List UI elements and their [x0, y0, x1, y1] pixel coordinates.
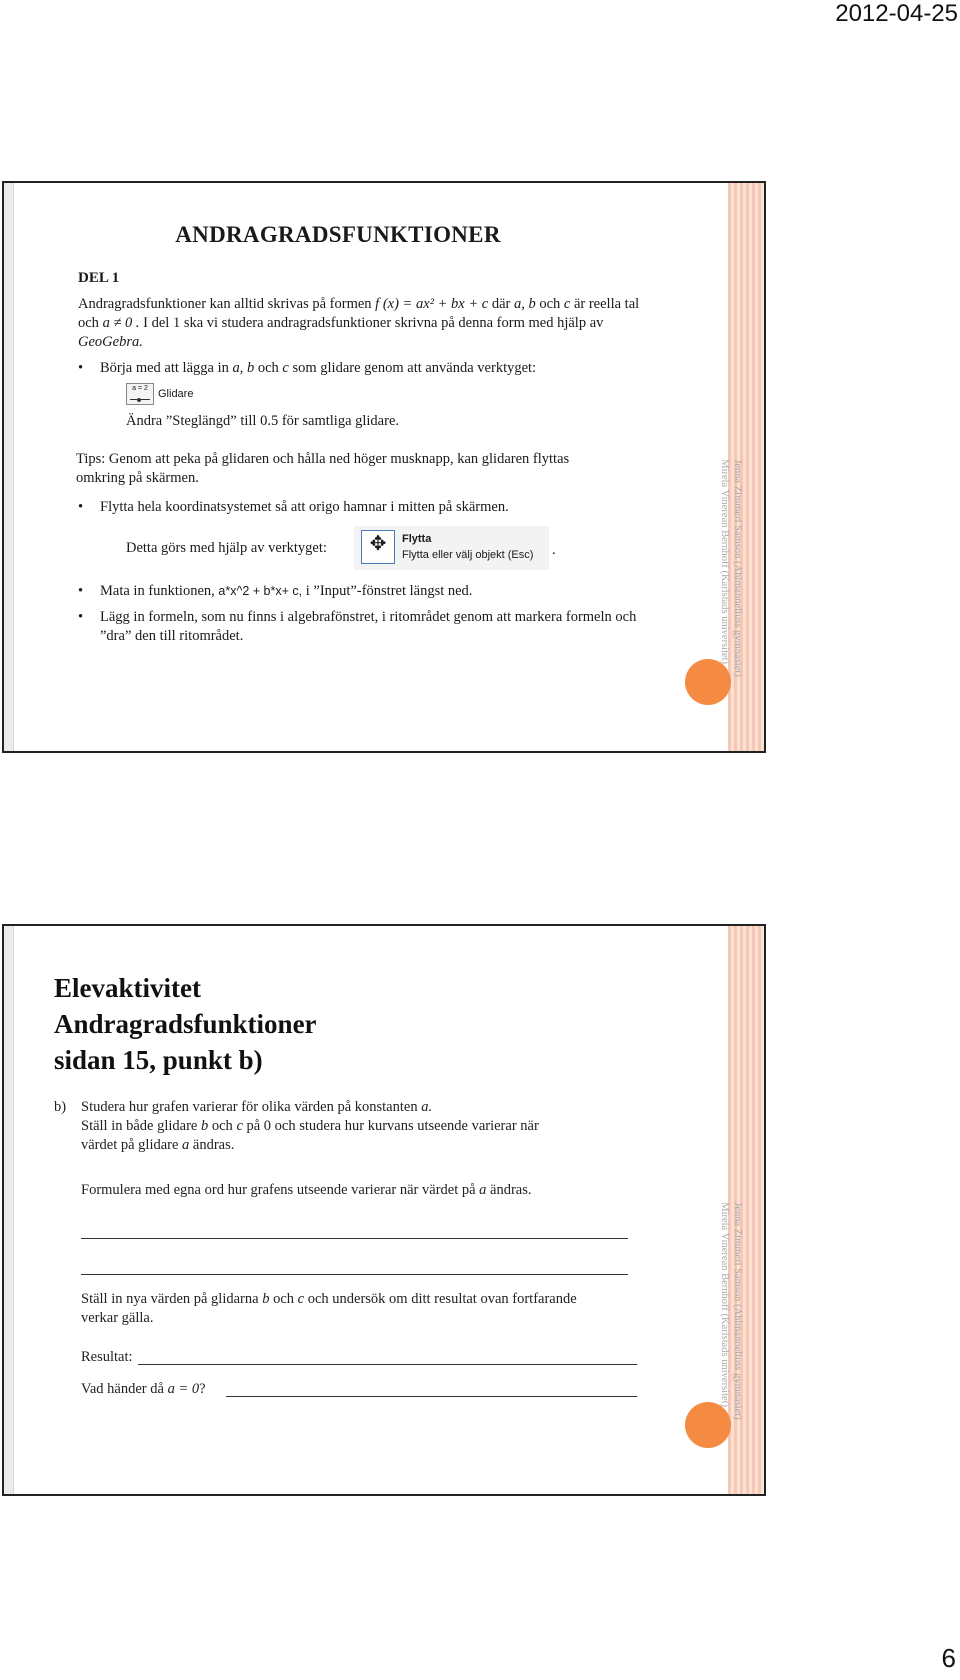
result-answer-line[interactable] — [138, 1364, 637, 1365]
intro-var-c: c — [563, 296, 571, 312]
left-stripe — [4, 926, 14, 1494]
orange-circle-decoration — [685, 1402, 731, 1448]
page-number: 6 — [941, 1643, 956, 1673]
bullet1-text-3: som glidare genom att använda verktyget: — [292, 360, 537, 376]
orange-circle-decoration — [685, 659, 731, 705]
task-line-2 — [81, 1117, 651, 1136]
tips-paragraph — [76, 450, 616, 488]
intro-vars: a, b — [513, 296, 536, 312]
answer-line-1[interactable] — [81, 1238, 628, 1239]
line2-text-1: Ställ in både glidare — [81, 1118, 198, 1134]
move-tool-title: Flytta — [402, 533, 432, 545]
slider-tool-icon — [126, 383, 154, 405]
tips-text: Tips: Genom att peka på glidaren och hålla ned höger musknapp, kan glidaren flyttas omkring på skärmen. — [76, 451, 570, 486]
slide-elevaktivitet — [2, 924, 766, 1496]
step-length-instruction: Ändra ”Steglängd” till 0.5 för samtliga glidare. — [126, 413, 400, 429]
question-a-zero — [81, 1380, 206, 1399]
tool-instruction — [126, 539, 327, 558]
credit-line-2: Mirela Vinerean Bernhoff (Karlstads universitet) — [719, 459, 730, 665]
line3-text-2: ändras. — [192, 1137, 235, 1153]
new-values-var-b: b — [262, 1291, 270, 1307]
line1-var: a. — [421, 1099, 433, 1115]
tool-period: . — [552, 542, 556, 558]
intro-text-5: I del 1 ska vi studera andragradsfunktioner skrivna på denna form med hjälp av — [143, 315, 604, 331]
task-line-1 — [81, 1098, 641, 1117]
line2-text-2: och — [211, 1118, 233, 1134]
formulate-text-1: Formulera med egna ord hur grafens utseende varierar när värdet på — [81, 1182, 476, 1198]
header-date: 2012-04-25 — [835, 0, 958, 27]
new-values-text-1: Ställ in nya värden på glidarna — [81, 1291, 259, 1307]
slider-icon-text: a = 2 — [132, 385, 148, 392]
intro-paragraph — [78, 295, 658, 352]
new-values-instruction — [81, 1290, 601, 1328]
bullet1-text-2: och — [257, 360, 279, 376]
bullet1-text-1: Börja med att lägga in — [100, 360, 229, 376]
new-values-text-3: och undersök om ditt resultat ovan fortfarande verkar gälla. — [81, 1291, 577, 1326]
line2-text-3: på 0 och studera hur kurvans utseende varierar när — [246, 1118, 539, 1134]
bullet3-text-2: i ”Input”-fönstret längst ned. — [305, 583, 473, 599]
intro-text-1: Andragradsfunktioner kan alltid skrivas på formen — [78, 296, 372, 312]
slide2-title-line-3: sidan 15, punkt b) — [54, 1045, 263, 1075]
credit-line-1: Jenna Zimmerl Samson (Ahlmanneliuss gymnasiet) — [732, 459, 743, 677]
bullet3-text-1: Mata in funktionen, — [100, 583, 215, 599]
intro-text-3: och — [539, 296, 561, 312]
line2-var-c: c — [236, 1118, 243, 1134]
tool-line-text: Detta görs med hjälp av verktyget: — [126, 540, 327, 556]
task-label: b) — [54, 1099, 67, 1115]
bullet-input-function — [100, 582, 660, 601]
bullet-sliders — [100, 359, 660, 378]
credit-line-1: Jenna Zimmerl Samson (Ahlmanneliuss gymnasiet) — [732, 1202, 743, 1420]
slide1-title: ANDRAGRADSFUNKTIONER — [175, 222, 501, 247]
move-tool-description: Flytta eller välj objekt (Esc) — [402, 549, 534, 561]
question-mark: ? — [199, 1381, 206, 1397]
line3-text-1: värdet på glidare — [81, 1137, 179, 1153]
slider-tool-label: Glidare — [158, 388, 194, 401]
function-code: a*x^2 + b*x+ c, — [218, 584, 303, 598]
question-answer-line[interactable] — [226, 1396, 637, 1397]
credit-line-2: Mirela Vinerean Bernhoff (Karlstads universitet) — [719, 1202, 730, 1408]
glidare-tool — [126, 383, 193, 405]
move-arrows-icon: ✥ — [361, 530, 395, 564]
formulate-text-2: ändras. — [490, 1182, 532, 1198]
intro-app-name: GeoGebra. — [78, 334, 143, 350]
result-label: Resultat: — [81, 1349, 133, 1365]
line3-var: a — [182, 1137, 190, 1153]
intro-condition: a ≠ 0 . — [102, 315, 140, 331]
bullet1-vars: a, b — [232, 360, 255, 376]
line2-var-b: b — [201, 1118, 209, 1134]
new-values-text-2: och — [273, 1291, 295, 1307]
section-heading: DEL 1 — [78, 270, 120, 286]
intro-formula: f (x) = ax² + bx + c — [375, 296, 489, 312]
move-tool-tooltip — [354, 526, 549, 570]
left-stripe — [4, 183, 14, 751]
bullet-drag-formula: • Lägg in formeln, som nu finns i algebrafönstret, i ritområdet genom att markera formeln och ”dra” den till ritområdet. — [100, 608, 660, 646]
slide2-title-line-2: Andragradsfunktioner — [54, 1009, 317, 1039]
intro-text-4: är reella tal och — [78, 296, 640, 331]
new-values-var-c: c — [297, 1291, 305, 1307]
question-expr: a = 0 — [167, 1381, 200, 1397]
bullet-move-coordinates: • Flytta hela koordinatsystemet så att origo hamnar i mitten på skärmen. — [100, 498, 660, 517]
slide2-title — [54, 970, 317, 1078]
slide-andragradsfunktioner-del1 — [2, 181, 766, 753]
slide2-title-line-1: Elevaktivitet — [54, 973, 201, 1003]
formulate-var: a — [479, 1182, 487, 1198]
intro-text-2: där — [491, 296, 511, 312]
bullet1-var-c: c — [282, 360, 289, 376]
formulate-instruction — [81, 1181, 661, 1200]
line1-text: Studera hur grafen varierar för olika värden på konstanten — [81, 1099, 418, 1115]
answer-line-2[interactable] — [81, 1274, 628, 1275]
question-text-1: Vad händer då — [81, 1381, 164, 1397]
task-line-3 — [81, 1136, 234, 1155]
